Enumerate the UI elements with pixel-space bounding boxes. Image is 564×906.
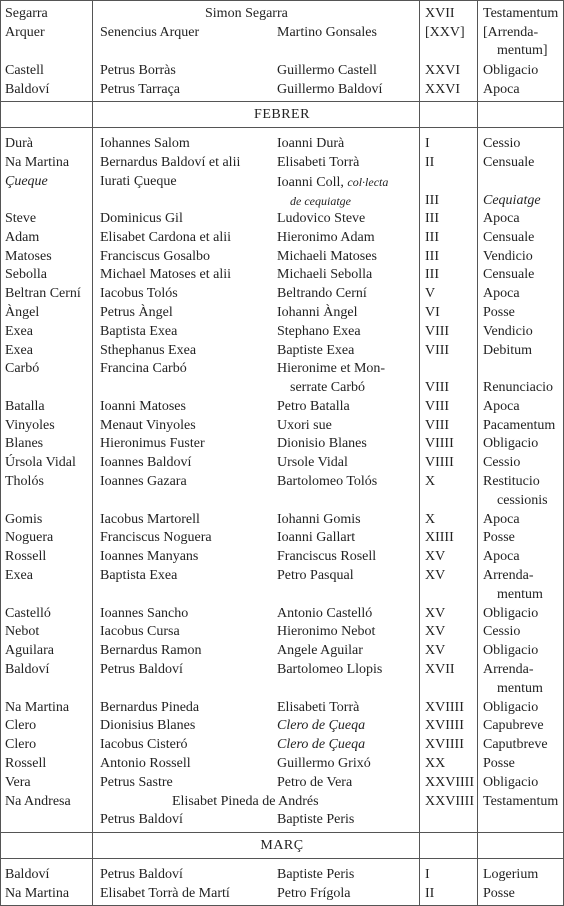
surname-cell: Clero (5, 737, 37, 752)
day-cell: XXVIIII (425, 794, 474, 809)
document-type-cell: Testamentum (483, 794, 559, 809)
surname-cell: Gomis (5, 512, 43, 527)
day-cell: XVIIII (425, 700, 464, 715)
recipient-cell: Beltrando Cerní (277, 286, 367, 301)
grantor-cell: Menaut Vinyoles (100, 418, 196, 433)
recipient-note: col·lecta (347, 175, 389, 189)
document-type-cell: Obligacio (483, 436, 539, 451)
surname-cell: Baldoví (5, 662, 50, 677)
grantor-cell: Ioanni Matoses (100, 399, 186, 414)
surname-cell: Segarra (5, 6, 48, 21)
day-cell: XV (425, 624, 446, 639)
day-cell: X (425, 474, 436, 489)
surname-cell: Sebolla (5, 267, 47, 282)
day-cell: XX (425, 756, 446, 771)
column-rule (419, 0, 420, 906)
recipient-cell: Ioanni Gallart (277, 530, 356, 545)
day-cell: III (425, 193, 439, 208)
section-rule (0, 101, 564, 102)
surname-cell: Clero (5, 718, 37, 733)
day-cell: XV (425, 549, 446, 564)
grantor-cell: Iohannes Salom (100, 136, 190, 151)
surname-cell: Carbó (5, 361, 40, 376)
document-type-cell: Obligacio (483, 606, 539, 621)
surname-cell: Na Martina (5, 700, 70, 715)
document-type-cell: Apoca (483, 211, 520, 226)
document-type-cell: Testamentum (483, 6, 559, 21)
grantor-cell: Iacobus Martorell (100, 512, 200, 527)
day-cell: V (425, 286, 436, 301)
document-type-cell: Obligacio (483, 700, 539, 715)
recipient-cell: Michaeli Matoses (277, 249, 377, 264)
grantor-cell: Senencius Arquer (100, 25, 200, 40)
document-type-cell: Cessio (483, 624, 521, 639)
recipient-cell: Iohanni Àngel (277, 305, 358, 320)
document-type-cell: Apoca (483, 82, 520, 97)
recipient-cell: Petro Batalla (277, 399, 350, 414)
grantor-cell: Baptista Exea (100, 568, 178, 583)
surname-cell: Exea (5, 343, 33, 358)
grantor-cell: Franciscus Noguera (100, 530, 212, 545)
document-type-cell-cont: cessionis (497, 493, 548, 508)
recipient-cell: Guillermo Grixó (277, 756, 371, 771)
document-type-cell: Cessio (483, 455, 521, 470)
grantor-cell: Dionisius Blanes (100, 718, 196, 733)
document-type-cell: Apoca (483, 399, 520, 414)
day-cell: XV (425, 606, 446, 621)
surname-cell: Vera (5, 775, 31, 790)
surname-cell: Arquer (5, 25, 45, 40)
recipient-cell: Stephano Exea (277, 324, 361, 339)
grantor-cell: Sthephanus Exea (100, 343, 197, 358)
grantor-cell: Bernardus Baldoví et alii (100, 155, 241, 170)
surname-cell: Noguera (5, 530, 54, 545)
document-type-cell: Censuale (483, 230, 535, 245)
document-type-cell-cont: mentum] (497, 43, 548, 58)
section-header-febrer: FEBRER (254, 107, 310, 122)
document-type-cell: Posse (483, 530, 515, 545)
section-rule (0, 832, 564, 833)
surname-cell: Baldoví (5, 82, 50, 97)
recipient-cell: Ludovico Steve (277, 211, 366, 226)
day-cell: XVIIII (425, 737, 464, 752)
surname-cell: Tholós (5, 474, 44, 489)
surname-cell: Steve (5, 211, 37, 226)
day-cell: XXVI (425, 63, 460, 78)
document-type-cell-cont: mentum (497, 587, 543, 602)
document-type-cell: Debitum (483, 343, 532, 358)
grantor-cell: Petrus Borràs (100, 63, 176, 78)
day-cell: VIII (425, 380, 450, 395)
grantor-cell: Hieronimus Fuster (100, 436, 205, 451)
document-type-cell: Arrenda- (483, 662, 534, 677)
recipient-cell: Elisabeti Torrà (277, 700, 360, 715)
recipient-cell: Martino Gonsales (277, 25, 377, 40)
surname-cell: Na Andresa (5, 794, 71, 809)
grantor-cell: Iacobus Cisteró (100, 737, 188, 752)
surname-cell: Na Martina (5, 155, 70, 170)
surname-cell: Exea (5, 568, 33, 583)
document-type-cell: Apoca (483, 549, 520, 564)
document-type-cell: Renunciacio (483, 380, 553, 395)
recipient-cell: Angele Aguilar (277, 643, 363, 658)
grantor-cell: Bernardus Pineda (100, 700, 200, 715)
grantor-cell: Antonio Rossell (100, 756, 191, 771)
day-cell: VIII (425, 343, 450, 358)
day-cell: XXVIIII (425, 775, 474, 790)
recipient-cell: Dionisio Blanes (277, 436, 367, 451)
surname-cell: Àngel (5, 305, 40, 320)
recipient-cell-cont: serrate Carbó (290, 380, 366, 395)
column-rule (0, 0, 1, 906)
grantor-cell: Petrus Baldoví (100, 867, 183, 882)
document-type-cell: Obligacio (483, 63, 539, 78)
recipient-cell: Bartolomeo Tolós (277, 474, 378, 489)
day-cell: VIII (425, 324, 450, 339)
recipient-cell: Baptiste Peris (277, 867, 355, 882)
surname-cell: Durà (5, 136, 33, 151)
section-rule (0, 127, 564, 128)
day-cell: III (425, 230, 439, 245)
grantor-cell: Ioannes Sancho (100, 606, 189, 621)
surname-cell: Aguilara (5, 643, 54, 658)
grantor-cell: Franciscus Gosalbo (100, 249, 211, 264)
recipient-cell: Baptiste Exea (277, 343, 355, 358)
grantor-cell: Petrus Àngel (100, 305, 173, 320)
day-cell: VIIII (425, 436, 454, 451)
recipient-cell: Bartolomeo Llopis (277, 662, 383, 677)
day-cell: III (425, 249, 439, 264)
day-cell: VI (425, 305, 440, 320)
document-type-cell: Cessio (483, 136, 521, 151)
surname-cell: Úrsola Vidal (5, 455, 76, 470)
day-cell: [XXV] (425, 25, 465, 40)
document-type-cell: Censuale (483, 267, 535, 282)
day-cell: II (425, 886, 435, 901)
document-type-cell: Arrenda- (483, 568, 534, 583)
grantor-cell: Dominicus Gil (100, 211, 183, 226)
recipient-cell (277, 173, 388, 192)
recipient-cell: Hieronime et Mon- (277, 361, 386, 376)
column-rule (477, 0, 478, 906)
recipient-cell: Michaeli Sebolla (277, 267, 373, 282)
section-rule (0, 858, 564, 859)
document-type-cell: Posse (483, 886, 515, 901)
recipient-note-cont: de cequiatge (290, 194, 351, 208)
recipient-cell: Petro de Vera (277, 775, 353, 790)
surname-cell: Rossell (5, 756, 47, 771)
document-type-cell: Restitucio (483, 474, 540, 489)
surname-cell: Çueque (5, 174, 48, 189)
grantor-cell: Baptista Exea (100, 324, 178, 339)
surname-cell: Beltran Cerní (5, 286, 81, 301)
day-cell: III (425, 267, 439, 282)
surname-cell: Blanes (5, 436, 44, 451)
recipient-cell: Antonio Castelló (277, 606, 373, 621)
day-cell: VIII (425, 418, 450, 433)
day-cell: X (425, 512, 436, 527)
surname-cell: Rossell (5, 549, 47, 564)
recipient-cell: Iohanni Gomis (277, 512, 361, 527)
day-cell: VIII (425, 399, 450, 414)
day-cell: I (425, 136, 430, 151)
recipient-cell: Guillermo Castell (277, 63, 377, 78)
document-type-cell: Obligacio (483, 775, 539, 790)
document-type-cell: Logerium (483, 867, 539, 882)
recipient-cell: Elisabeti Torrà (277, 155, 360, 170)
surname-cell: Na Martina (5, 886, 70, 901)
table-top-rule (0, 0, 564, 1)
document-type-cell: Posse (483, 756, 515, 771)
document-type-cell: Apoca (483, 286, 520, 301)
document-type-cell: Capubreve (483, 718, 544, 733)
document-type-cell-cont: mentum (497, 681, 543, 696)
surname-cell: Adam (5, 230, 40, 245)
recipient-cell: Hieronimo Nebot (277, 624, 376, 639)
recipient-cell: Clero de Çueqa (277, 718, 366, 733)
column-rule (92, 0, 93, 906)
day-cell: XIIII (425, 530, 454, 545)
recipient-text: Ioanni Coll, (277, 175, 344, 190)
recipient-cell: Guillermo Baldoví (277, 82, 383, 97)
grantor-cell: Petrus Baldoví (100, 662, 183, 677)
grantor-cell: Elisabet Torrà de Martí (100, 886, 230, 901)
recipient-cell: Franciscus Rosell (277, 549, 377, 564)
document-type-cell: Cequiatge (483, 193, 541, 208)
surname-cell: Vinyoles (5, 418, 55, 433)
recipient-cell: Ursole Vidal (277, 455, 348, 470)
recipient-cell: Petro Pasqual (277, 568, 354, 583)
grantor-cell: Ioannes Baldoví (100, 455, 192, 470)
party-span-cell: Elisabet Pineda de Andrés (172, 794, 319, 809)
document-type-cell: Pacamentum (483, 418, 556, 433)
section-header-marc: MARÇ (260, 838, 304, 853)
grantor-cell: Iacobus Cursa (100, 624, 180, 639)
day-cell: XVIIII (425, 718, 464, 733)
recipient-cell: Petro Frígola (277, 886, 351, 901)
recipient-cell: Hieronimo Adam (277, 230, 375, 245)
document-type-cell: Vendicio (483, 249, 533, 264)
surname-cell: Nebot (5, 624, 40, 639)
recipient-cell: Clero de Çueqa (277, 737, 366, 752)
surname-cell: Baldoví (5, 867, 50, 882)
day-cell: XV (425, 568, 446, 583)
document-type-cell: Vendicio (483, 324, 533, 339)
recipient-cell: Baptiste Peris (277, 812, 355, 827)
surname-cell: Matoses (5, 249, 52, 264)
surname-cell: Castell (5, 63, 44, 78)
grantor-cell: Petrus Baldoví (100, 812, 183, 827)
day-cell: III (425, 211, 439, 226)
grantor-cell: Iurati Çueque (100, 174, 177, 189)
day-cell: II (425, 155, 435, 170)
document-type-cell: [Arrenda- (483, 25, 539, 40)
grantor-cell: Iacobus Tolós (100, 286, 178, 301)
grantor-cell: Elisabet Cardona et alii (100, 230, 232, 245)
surname-cell: Batalla (5, 399, 45, 414)
grantor-cell: Ioannes Gazara (100, 474, 187, 489)
party-span-cell: Simon Segarra (205, 6, 288, 21)
grantor-cell: Bernardus Ramon (100, 643, 202, 658)
document-type-cell: Apoca (483, 512, 520, 527)
surname-cell: Castelló (5, 606, 51, 621)
day-cell: XVII (425, 6, 455, 21)
grantor-cell: Michael Matoses et alii (100, 267, 232, 282)
document-type-cell: Censuale (483, 155, 535, 170)
grantor-cell: Francina Carbó (100, 361, 187, 376)
grantor-cell: Petrus Sastre (100, 775, 173, 790)
day-cell: VIIII (425, 455, 454, 470)
day-cell: XXVI (425, 82, 460, 97)
day-cell: XV (425, 643, 446, 658)
document-type-cell: Obligacio (483, 643, 539, 658)
day-cell: I (425, 867, 430, 882)
surname-cell: Exea (5, 324, 33, 339)
document-type-cell: Posse (483, 305, 515, 320)
grantor-cell: Petrus Tarraça (100, 82, 181, 97)
grantor-cell: Ioannes Manyans (100, 549, 199, 564)
document-type-cell: Caputbreve (483, 737, 548, 752)
day-cell: XVII (425, 662, 455, 677)
recipient-cell: Ioanni Durà (277, 136, 345, 151)
recipient-cell: Uxori sue (277, 418, 332, 433)
